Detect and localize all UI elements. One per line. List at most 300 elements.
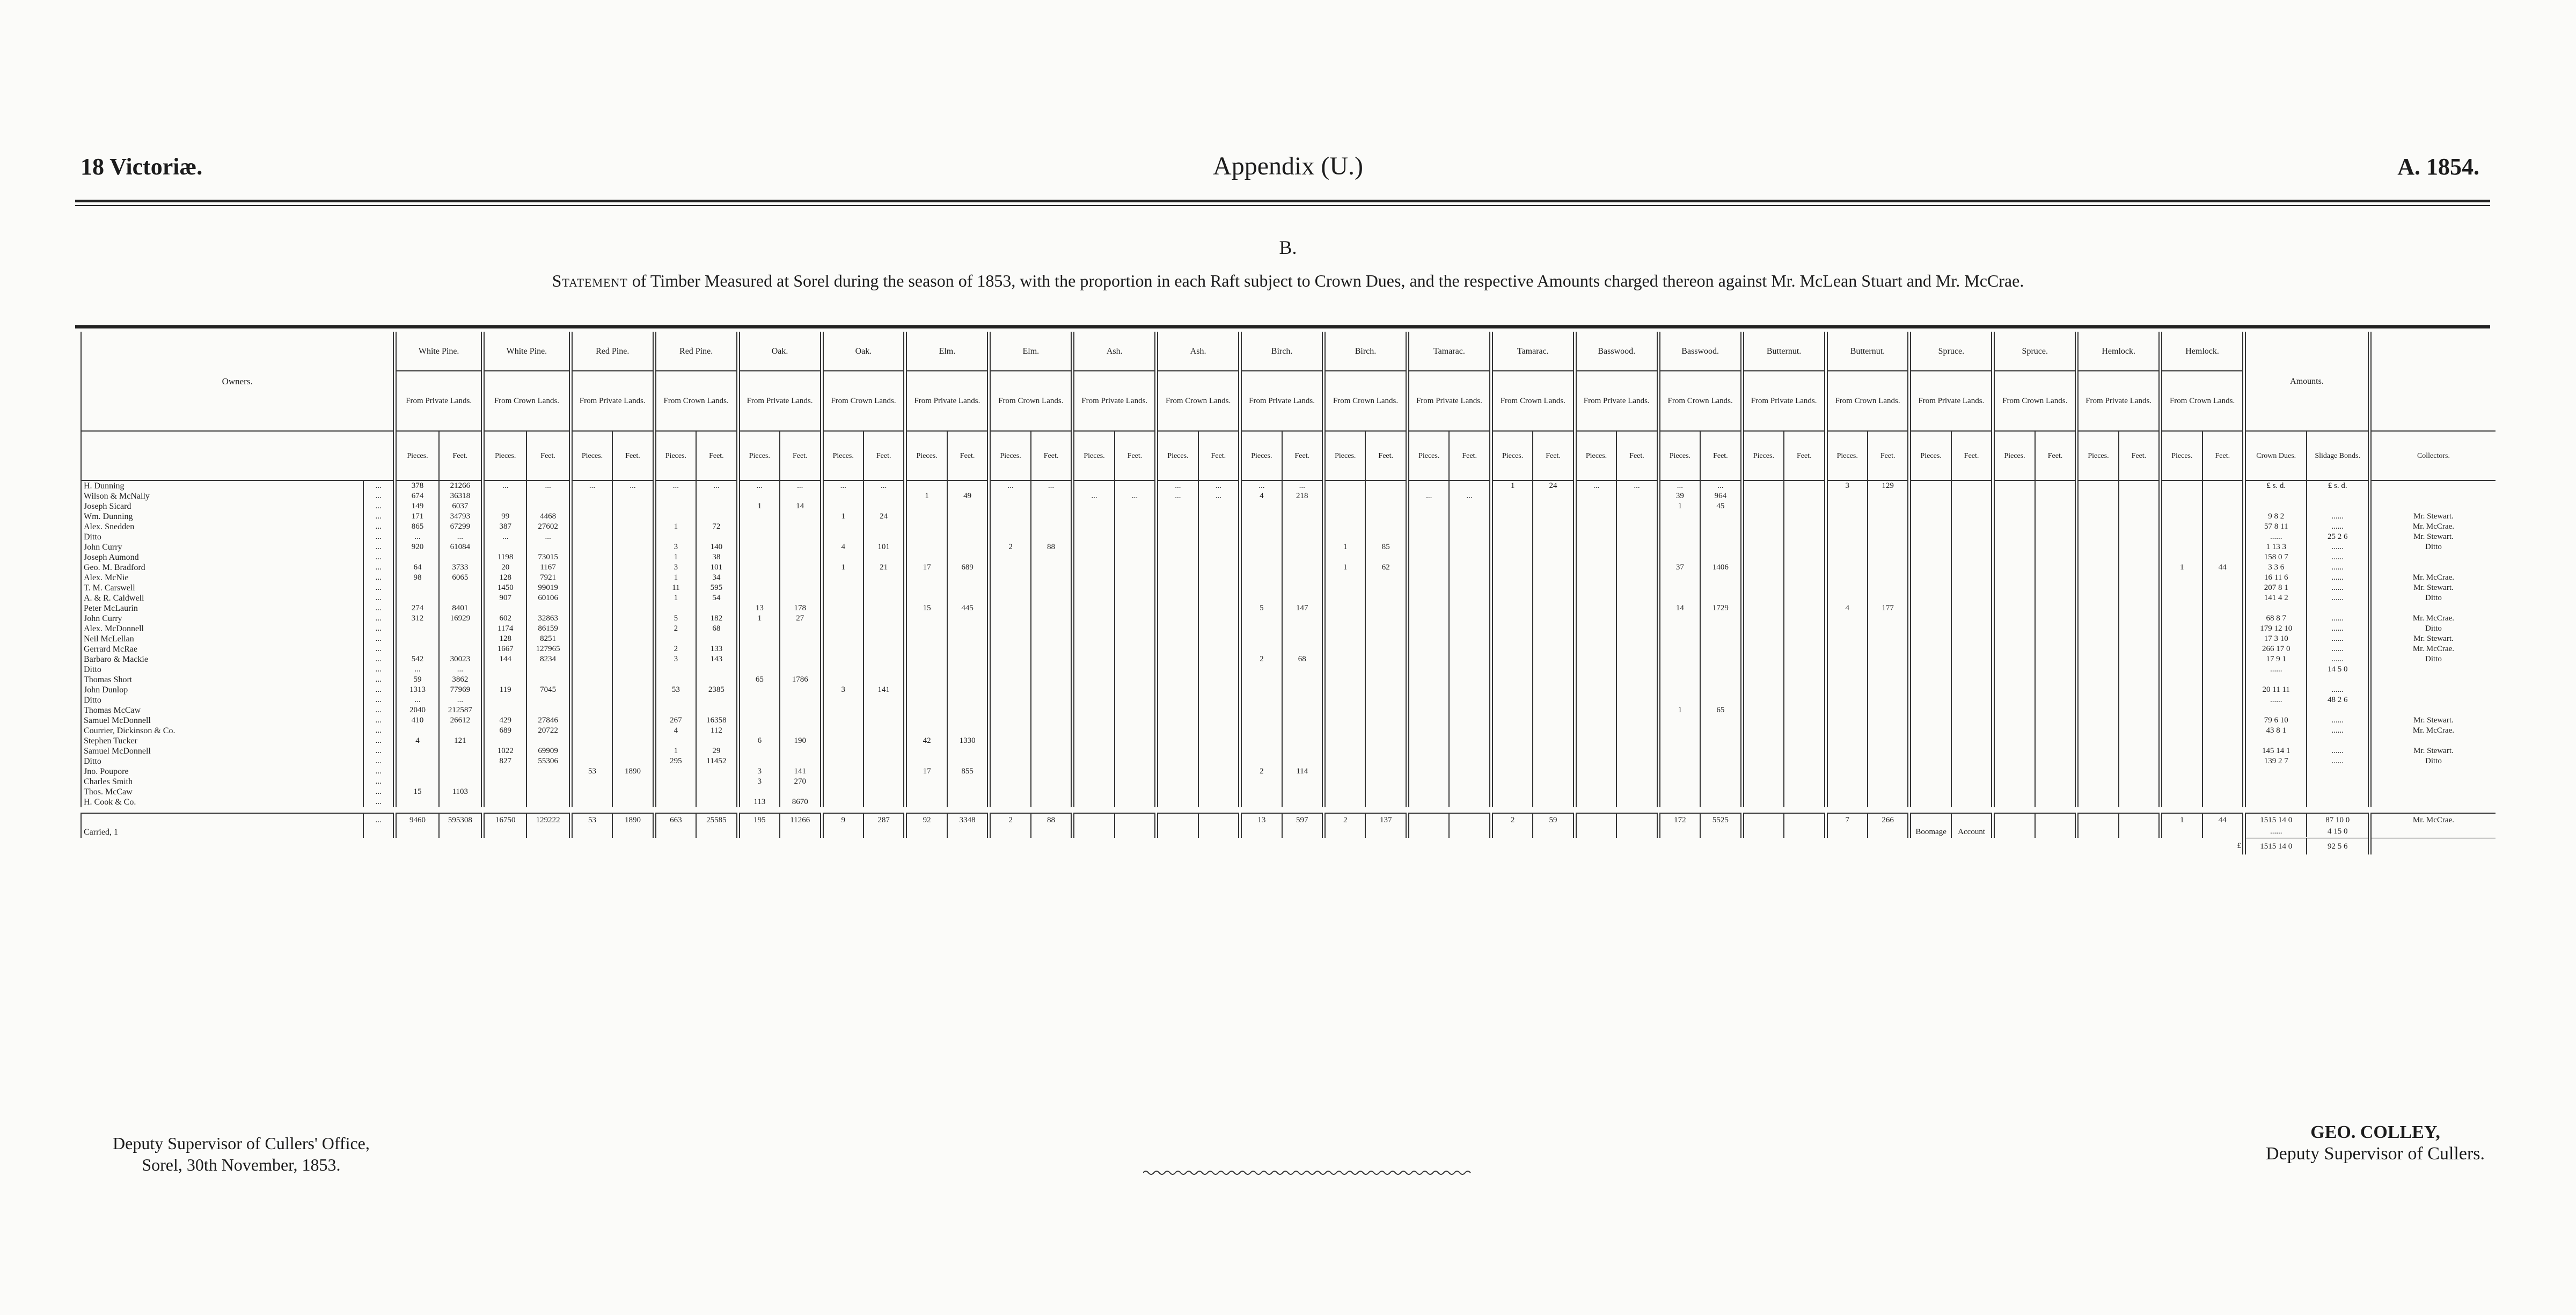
- feet-cell: [2202, 522, 2244, 532]
- feet-cell: [1365, 491, 1407, 501]
- pieces-cell: 1: [654, 593, 696, 603]
- table-row: [81, 624, 2496, 634]
- feet-cell: 287: [863, 813, 905, 827]
- pieces-cell: [1658, 736, 1700, 746]
- pieces-cell: [1073, 654, 1115, 664]
- feet-cell: 445: [947, 603, 989, 613]
- slidage-bonds-cell: [2307, 491, 2369, 501]
- decorative-wave-rule: [1143, 1169, 1476, 1177]
- table-row: [81, 501, 2496, 512]
- table-row: [81, 532, 2496, 542]
- pieces-cell: 15: [905, 603, 947, 613]
- table-row: [81, 726, 2496, 736]
- feet-cell: 49: [947, 491, 989, 501]
- collector-cell: Mr. McCrae.: [2369, 644, 2496, 654]
- pieces-cell: 1: [822, 512, 863, 522]
- pieces-cell: [1742, 583, 1784, 593]
- pieces-cell: [1575, 501, 1616, 512]
- pieces-cell: [989, 573, 1031, 583]
- feet-cell: [1115, 675, 1157, 685]
- feet-cell: [1198, 675, 1240, 685]
- owner-cell: John Dunlop: [81, 685, 363, 695]
- pieces-cell: [822, 634, 863, 644]
- dots-cell: ...: [363, 573, 395, 583]
- pieces-cell: [1491, 603, 1533, 613]
- owner-cell: [81, 813, 363, 827]
- feet-cell: [1365, 685, 1407, 695]
- amounts-header: Amounts.: [2244, 332, 2370, 431]
- header-rule: [75, 200, 2490, 202]
- pieces-cell: [570, 542, 612, 552]
- feet-cell: [863, 613, 905, 624]
- table-row: [81, 695, 2496, 705]
- pieces-cell: [2161, 624, 2202, 634]
- feet-cell: [1031, 654, 1073, 664]
- feet-cell: [1115, 695, 1157, 705]
- pieces-cell: [1993, 675, 2035, 685]
- feet-cell: [2119, 512, 2161, 522]
- pieces-cell: [989, 644, 1031, 654]
- feet-cell: [1533, 654, 1575, 664]
- feet-cell: [612, 827, 654, 838]
- pieces-cell: [1909, 675, 1951, 685]
- feet-cell: [863, 726, 905, 736]
- pieces-cell: [570, 777, 612, 787]
- pieces-cell: 907: [483, 593, 527, 603]
- feet-cell: 212587: [439, 705, 483, 715]
- pieces-cell: [1658, 644, 1700, 654]
- feet-cell: [1533, 491, 1575, 501]
- feet-cell: [2119, 603, 2161, 613]
- feet-cell: 86159: [526, 624, 570, 634]
- header-rule-thin: [75, 205, 2490, 206]
- feet-cell: [612, 522, 654, 532]
- species-header: Basswood.: [1575, 332, 1658, 371]
- pieces-cell: [989, 736, 1031, 746]
- pieces-cell: [1073, 675, 1115, 685]
- source-header: From Private Lands.: [1742, 371, 1826, 431]
- pieces-cell: [1324, 501, 1366, 512]
- pieces-cell: 4: [1826, 603, 1868, 613]
- pieces-cell: [1742, 552, 1784, 562]
- feet-cell: [1282, 644, 1324, 654]
- feet-cell: [1784, 573, 1826, 583]
- pieces-cell: 17: [905, 562, 947, 573]
- pieces-header: Pieces.: [570, 431, 612, 480]
- feet-cell: [1868, 756, 1909, 766]
- feet-cell: 595: [696, 583, 738, 593]
- pieces-cell: [1993, 512, 2035, 522]
- pieces-cell: 1: [738, 613, 780, 624]
- pieces-cell: [1324, 644, 1366, 654]
- feet-cell: [1868, 695, 1909, 705]
- crown-dues-cell: 43 8 1: [2244, 726, 2307, 736]
- feet-cell: [947, 532, 989, 542]
- table-row: [81, 573, 2496, 583]
- feet-cell: 16358: [696, 715, 738, 726]
- pieces-cell: [570, 736, 612, 746]
- crown-dues-cell: [2244, 797, 2307, 807]
- pieces-cell: 312: [395, 613, 439, 624]
- table-row: [81, 736, 2496, 746]
- owner-cell: H. Dunning: [81, 480, 363, 491]
- pieces-cell: [1658, 777, 1700, 787]
- feet-cell: [1533, 644, 1575, 654]
- feet-cell: [2119, 664, 2161, 675]
- feet-cell: [780, 787, 822, 797]
- feet-cell: [2035, 685, 2077, 695]
- pieces-cell: [1073, 746, 1115, 756]
- feet-cell: [2202, 705, 2244, 715]
- feet-cell: [1533, 766, 1575, 777]
- source-header: From Private Lands.: [1909, 371, 1993, 431]
- pieces-cell: 6: [738, 736, 780, 746]
- feet-cell: [2119, 613, 2161, 624]
- pieces-cell: [2077, 532, 2119, 542]
- pieces-cell: [738, 583, 780, 593]
- feet-cell: [1365, 573, 1407, 583]
- pieces-cell: 542: [395, 654, 439, 664]
- feet-cell: [1784, 552, 1826, 562]
- feet-cell: [1951, 746, 1993, 756]
- pieces-cell: [570, 603, 612, 613]
- pieces-cell: [1491, 522, 1533, 532]
- pieces-cell: ...: [1658, 480, 1700, 491]
- slidage-bonds-cell: [2307, 787, 2369, 797]
- office-line-2: Sorel, 30th November, 1853.: [142, 1155, 341, 1174]
- feet-cell: 36318: [439, 491, 483, 501]
- pieces-cell: [1909, 552, 1951, 562]
- pieces-cell: 17: [905, 766, 947, 777]
- collector-cell: [2369, 787, 2496, 797]
- species-header: Red Pine.: [654, 332, 738, 371]
- pieces-cell: [1826, 583, 1868, 593]
- pieces-cell: [822, 715, 863, 726]
- feet-cell: [2202, 715, 2244, 726]
- pieces-cell: [654, 512, 696, 522]
- owner-cell: Courrier, Dickinson & Co.: [81, 726, 363, 736]
- pieces-cell: [1157, 654, 1198, 664]
- feet-cell: ...: [1700, 480, 1742, 491]
- feet-cell: [863, 593, 905, 603]
- feet-cell: [612, 613, 654, 624]
- feet-header: Feet.: [526, 431, 570, 480]
- pieces-cell: [570, 512, 612, 522]
- pieces-cell: [1742, 797, 1784, 807]
- pieces-cell: ...: [395, 664, 439, 675]
- pieces-cell: [1575, 532, 1616, 542]
- collector-cell: Mr. Stewart.: [2369, 532, 2496, 542]
- dots-cell: ...: [363, 715, 395, 726]
- pieces-cell: [654, 491, 696, 501]
- feet-cell: [2119, 746, 2161, 756]
- feet-cell: [1282, 715, 1324, 726]
- feet-cell: [1365, 695, 1407, 705]
- pieces-cell: [1993, 736, 2035, 746]
- dots-cell: ...: [363, 675, 395, 685]
- pieces-cell: 1: [1324, 562, 1366, 573]
- feet-cell: [439, 827, 483, 838]
- feet-cell: [2035, 736, 2077, 746]
- pieces-cell: 53: [570, 766, 612, 777]
- feet-cell: [2119, 562, 2161, 573]
- owner-cell: Thomas Short: [81, 675, 363, 685]
- feet-cell: [1198, 664, 1240, 675]
- species-header: Ash.: [1073, 332, 1157, 371]
- feet-cell: [1198, 634, 1240, 644]
- feet-cell: [2035, 624, 2077, 634]
- feet-cell: [612, 797, 654, 807]
- dots-cell: ...: [363, 501, 395, 512]
- pieces-cell: [2161, 552, 2202, 562]
- feet-cell: [1533, 797, 1575, 807]
- pieces-cell: [2077, 813, 2119, 827]
- slidage-bonds-cell: ......: [2307, 654, 2369, 664]
- pieces-cell: [1658, 654, 1700, 664]
- feet-cell: [1700, 736, 1742, 746]
- pieces-cell: [1993, 522, 2035, 532]
- pieces-cell: [2077, 542, 2119, 552]
- pieces-cell: [1658, 766, 1700, 777]
- pieces-cell: [395, 583, 439, 593]
- feet-cell: 29: [696, 746, 738, 756]
- pieces-cell: [1324, 532, 1366, 542]
- feet-cell: 266: [1868, 813, 1909, 827]
- pieces-cell: 5: [1240, 603, 1282, 613]
- feet-cell: [1115, 613, 1157, 624]
- pieces-cell: [989, 624, 1031, 634]
- feet-cell: [439, 797, 483, 807]
- feet-cell: 1330: [947, 736, 989, 746]
- pieces-cell: [395, 766, 439, 777]
- dots-cell: ...: [363, 766, 395, 777]
- pieces-cell: [1658, 664, 1700, 675]
- feet-cell: [1365, 664, 1407, 675]
- feet-cell: [780, 634, 822, 644]
- pieces-cell: [1324, 705, 1366, 715]
- feet-cell: 147: [1282, 603, 1324, 613]
- pieces-cell: [1826, 664, 1868, 675]
- crown-dues-cell: 57 8 11: [2244, 522, 2307, 532]
- source-header: From Crown Lands.: [654, 371, 738, 431]
- pieces-cell: [1157, 766, 1198, 777]
- spacer-row: [81, 807, 2496, 813]
- pieces-cell: [2161, 827, 2202, 838]
- pieces-cell: [1324, 715, 1366, 726]
- pieces-cell: [1826, 705, 1868, 715]
- feet-cell: [1031, 726, 1073, 736]
- feet-cell: [1282, 501, 1324, 512]
- feet-cell: [526, 695, 570, 705]
- pieces-cell: [2077, 634, 2119, 644]
- table-row: [81, 715, 2496, 726]
- pieces-cell: [570, 573, 612, 583]
- pieces-cell: [2161, 715, 2202, 726]
- pieces-cell: [1324, 583, 1366, 593]
- pieces-cell: [395, 593, 439, 603]
- crown-dues-cell: ......: [2244, 664, 2307, 675]
- pieces-cell: [1157, 593, 1198, 603]
- slidage-bonds-cell: 4 15 0: [2307, 827, 2369, 838]
- pieces-cell: [570, 787, 612, 797]
- feet-cell: [1198, 644, 1240, 654]
- table-row: [81, 583, 2496, 593]
- feet-cell: 27: [780, 613, 822, 624]
- pieces-cell: [1073, 644, 1115, 654]
- feet-cell: [1449, 634, 1491, 644]
- feet-cell: 67299: [439, 522, 483, 532]
- feet-cell: [1449, 480, 1491, 491]
- pieces-cell: [738, 522, 780, 532]
- pieces-cell: 16750: [483, 813, 527, 827]
- pieces-cell: [1993, 562, 2035, 573]
- species-header: Elm.: [905, 332, 989, 371]
- pieces-cell: [1909, 777, 1951, 787]
- feet-header: Feet.: [439, 431, 483, 480]
- pieces-cell: [1324, 593, 1366, 603]
- table-row: [81, 512, 2496, 522]
- pieces-cell: [2077, 603, 2119, 613]
- pieces-cell: 144: [483, 654, 527, 664]
- feet-cell: [1282, 583, 1324, 593]
- pieces-cell: 378: [395, 480, 439, 491]
- pieces-cell: [905, 726, 947, 736]
- feet-cell: [2202, 827, 2244, 838]
- pieces-cell: [905, 480, 947, 491]
- pieces-cell: [2077, 827, 2119, 838]
- feet-cell: [1449, 624, 1491, 634]
- feet-cell: [612, 501, 654, 512]
- pieces-cell: [1324, 634, 1366, 644]
- feet-cell: [1784, 797, 1826, 807]
- feet-cell: [1784, 634, 1826, 644]
- collector-cell: [2369, 685, 2496, 695]
- feet-cell: [1784, 675, 1826, 685]
- feet-cell: [1533, 746, 1575, 756]
- feet-cell: [947, 552, 989, 562]
- crown-dues-cell: 68 8 7: [2244, 613, 2307, 624]
- feet-cell: [1868, 777, 1909, 787]
- pieces-cell: [905, 532, 947, 542]
- pieces-cell: [905, 583, 947, 593]
- species-header: White Pine.: [395, 332, 483, 371]
- feet-cell: [1616, 603, 1658, 613]
- feet-cell: [1616, 675, 1658, 685]
- owner-cell: Thomas McCaw: [81, 705, 363, 715]
- pieces-cell: 3: [1826, 480, 1868, 491]
- pieces-cell: 128: [483, 634, 527, 644]
- feet-cell: [1449, 593, 1491, 603]
- feet-cell: [1282, 542, 1324, 552]
- feet-cell: [1031, 634, 1073, 644]
- crown-dues-cell: 16 11 6: [2244, 573, 2307, 583]
- pieces-cell: [738, 746, 780, 756]
- pieces-cell: 3: [738, 766, 780, 777]
- feet-cell: [1115, 736, 1157, 746]
- timber-statement-table: [80, 332, 2496, 854]
- pieces-cell: [1909, 512, 1951, 522]
- pieces-cell: [1073, 501, 1115, 512]
- feet-cell: [1784, 777, 1826, 787]
- pieces-cell: [738, 532, 780, 542]
- pieces-cell: [1324, 512, 1366, 522]
- pieces-cell: 2040: [395, 705, 439, 715]
- feet-cell: [1031, 532, 1073, 542]
- feet-cell: [1951, 664, 1993, 675]
- pieces-cell: [1742, 766, 1784, 777]
- feet-cell: [1198, 512, 1240, 522]
- pieces-cell: [905, 644, 947, 654]
- pieces-cell: [1826, 562, 1868, 573]
- collector-cell: Mr. Stewart.: [2369, 583, 2496, 593]
- pieces-cell: [1826, 756, 1868, 766]
- feet-cell: [1533, 675, 1575, 685]
- section-letter: B.: [1279, 237, 1297, 258]
- collector-cell: Ditto: [2369, 542, 2496, 552]
- feet-cell: [1282, 532, 1324, 542]
- header-left: 18 Victoriæ.: [80, 154, 203, 180]
- pieces-cell: 5: [654, 613, 696, 624]
- feet-cell: [2035, 593, 2077, 603]
- pieces-cell: [1073, 756, 1115, 766]
- crown-dues-cell: 141 4 2: [2244, 593, 2307, 603]
- feet-cell: [863, 695, 905, 705]
- pieces-cell: [2161, 675, 2202, 685]
- pieces-cell: [1491, 542, 1533, 552]
- feet-cell: [1868, 542, 1909, 552]
- pieces-cell: [1742, 813, 1784, 827]
- feet-cell: [947, 573, 989, 583]
- crown-dues-cell: 145 14 1: [2244, 746, 2307, 756]
- pieces-cell: [2161, 522, 2202, 532]
- pieces-cell: [1575, 512, 1616, 522]
- feet-cell: [696, 664, 738, 675]
- source-header: From Private Lands.: [395, 371, 483, 431]
- feet-cell: [1449, 644, 1491, 654]
- pieces-header: Pieces.: [1993, 431, 2035, 480]
- pieces-cell: [2161, 685, 2202, 695]
- pieces-cell: [1240, 756, 1282, 766]
- table-row: [81, 644, 2496, 654]
- pieces-cell: [905, 501, 947, 512]
- feet-cell: [1784, 827, 1826, 838]
- feet-cell: [1533, 685, 1575, 695]
- pieces-cell: [989, 705, 1031, 715]
- pieces-cell: [905, 715, 947, 726]
- pieces-cell: [1742, 613, 1784, 624]
- pieces-cell: [1073, 813, 1115, 827]
- feet-cell: [1115, 654, 1157, 664]
- feet-cell: [1282, 827, 1324, 838]
- feet-cell: [1616, 797, 1658, 807]
- collector-cell: [2369, 480, 2496, 491]
- feet-cell: [612, 603, 654, 613]
- feet-cell: [612, 777, 654, 787]
- pieces-cell: [2161, 593, 2202, 603]
- pieces-cell: 53: [654, 685, 696, 695]
- pieces-cell: [1491, 675, 1533, 685]
- feet-cell: ...: [1115, 491, 1157, 501]
- pieces-cell: [1407, 715, 1449, 726]
- feet-cell: [1031, 766, 1073, 777]
- pieces-cell: [654, 777, 696, 787]
- feet-cell: 25585: [696, 813, 738, 827]
- feet-cell: [1868, 664, 1909, 675]
- pieces-cell: [2161, 695, 2202, 705]
- feet-cell: [1700, 787, 1742, 797]
- feet-cell: [780, 685, 822, 695]
- feet-cell: [1282, 624, 1324, 634]
